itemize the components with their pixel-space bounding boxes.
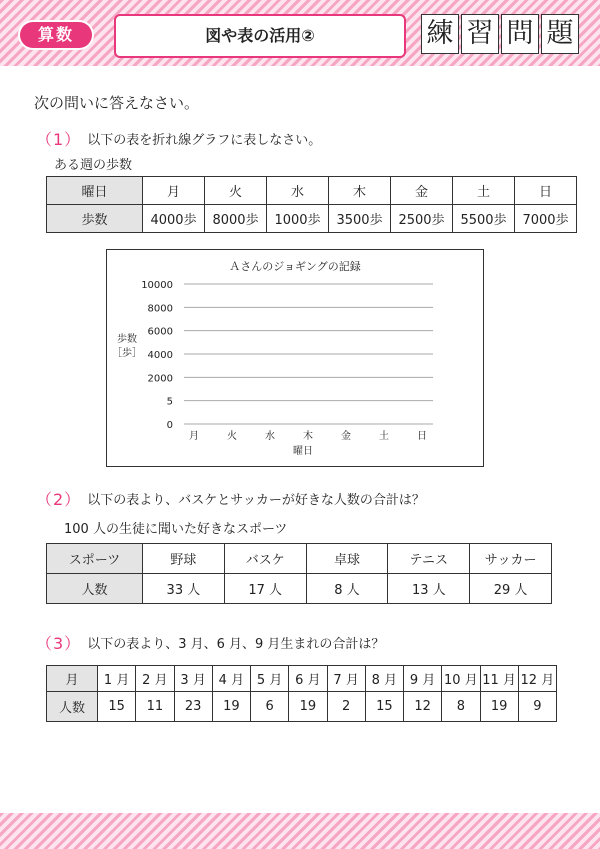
y-tick-label: 0 — [166, 420, 173, 431]
birth-month-table-count: 12 — [404, 692, 442, 722]
q2-table-caption: 100 人の生徒に聞いた好きなスポーツ — [64, 522, 288, 537]
steps-table-day: 火 — [205, 177, 267, 205]
birth-month-table-month: 3 月 — [174, 666, 212, 692]
steps-table-header: 歩数 — [47, 205, 143, 233]
birth-month-table-month: 2 月 — [136, 666, 174, 692]
steps-table-header: 曜日 — [47, 177, 143, 205]
question-1-text: 以下の表を折れ線グラフに表しなさい。 — [87, 133, 322, 148]
birth-month-table-count: 9 — [518, 692, 556, 722]
sports-table-sport: 卓球 — [306, 544, 388, 574]
birth-month-table-count: 19 — [289, 692, 327, 722]
birth-month-table-header: 月 — [47, 666, 98, 692]
sports-table — [46, 543, 552, 604]
question-2 — [36, 487, 425, 510]
y-axis-label: 歩数 — [117, 334, 137, 345]
steps-table-day: 水 — [267, 177, 329, 205]
steps-table-value: 5500歩 — [453, 205, 515, 233]
birth-month-table-count: 2 — [327, 692, 365, 722]
birth-month-table-month: 11 月 — [480, 666, 518, 692]
sports-table-count: 13 人 — [388, 574, 470, 604]
birth-month-table-month: 4 月 — [212, 666, 250, 692]
steps-table-day: 木 — [329, 177, 391, 205]
x-tick-label: 月 — [189, 431, 199, 442]
chart-title: Ａさんのジョギングの記録 — [229, 260, 361, 273]
x-tick-label: 金 — [341, 431, 351, 442]
birth-month-table-count: 19 — [212, 692, 250, 722]
steps-table-value: 4000歩 — [143, 205, 205, 233]
x-tick-label: 火 — [227, 431, 237, 442]
sports-table-sport: サッカー — [470, 544, 552, 574]
y-tick-label: 8000 — [147, 303, 173, 315]
birth-month-table-month: 6 月 — [289, 666, 327, 692]
birth-month-table-count: 15 — [98, 692, 136, 722]
y-axis-label: ［歩］ — [112, 348, 142, 359]
question-3-text: 以下の表より、3 月、6 月、9 月生まれの合計は？ — [87, 637, 385, 652]
drill-label — [421, 14, 579, 54]
birth-month-table-month: 9 月 — [404, 666, 442, 692]
steps-table-value: 1000歩 — [267, 205, 329, 233]
birth-month-table-count: 23 — [174, 692, 212, 722]
question-3-number: （3） — [36, 634, 82, 653]
drill-label-char: 問 — [501, 14, 539, 54]
x-tick-label: 水 — [265, 431, 275, 442]
sports-table-header: 人数 — [47, 574, 143, 604]
steps-table-value: 2500歩 — [391, 205, 453, 233]
drill-label-char: 習 — [461, 14, 499, 54]
birth-month-table-month: 5 月 — [251, 666, 289, 692]
sports-table-sport: 野球 — [143, 544, 225, 574]
question-1 — [36, 127, 321, 150]
line-chart-frame — [106, 249, 484, 467]
sports-table-sport: テニス — [388, 544, 470, 574]
drill-label-char: 題 — [541, 14, 579, 54]
sports-table-count: 17 人 — [224, 574, 306, 604]
steps-table-day: 金 — [391, 177, 453, 205]
y-tick-label: 5 — [166, 396, 173, 408]
sports-table-count: 29 人 — [470, 574, 552, 604]
y-tick-label: 2000 — [147, 373, 173, 385]
birth-month-table — [46, 665, 557, 722]
steps-table-day: 日 — [515, 177, 577, 205]
sports-table-sport: バスケ — [224, 544, 306, 574]
q1-table-caption: ある週の歩数 — [54, 158, 133, 173]
birth-month-table-month: 7 月 — [327, 666, 365, 692]
question-2-text: 以下の表より、バスケとサッカーが好きな人数の合計は？ — [87, 493, 425, 508]
line-chart — [107, 250, 483, 466]
birth-month-table-month: 12 月 — [518, 666, 556, 692]
birth-month-table-count: 6 — [251, 692, 289, 722]
birth-month-table-header: 人数 — [47, 692, 98, 722]
question-2-number: （2） — [36, 490, 82, 509]
sports-table-count: 8 人 — [306, 574, 388, 604]
y-tick-label: 6000 — [147, 326, 173, 338]
sports-table-count: 33 人 — [143, 574, 225, 604]
x-tick-label: 日 — [417, 431, 427, 442]
worksheet-title: 図や表の活用② — [114, 14, 406, 58]
birth-month-table-count: 19 — [480, 692, 518, 722]
steps-table-day: 月 — [143, 177, 205, 205]
x-tick-label: 土 — [379, 431, 389, 442]
y-tick-label: 4000 — [147, 350, 173, 361]
x-axis-label: 曜日 — [293, 446, 313, 457]
steps-table — [46, 176, 577, 233]
birth-month-table-month: 10 月 — [442, 666, 480, 692]
birth-month-table-count: 11 — [136, 692, 174, 722]
question-1-number: （1） — [36, 130, 82, 149]
steps-table-day: 土 — [453, 177, 515, 205]
sports-table-header: スポーツ — [47, 544, 143, 574]
footer-stripe-band — [0, 813, 600, 849]
birth-month-table-count: 15 — [365, 692, 403, 722]
drill-label-char: 練 — [421, 14, 459, 54]
x-tick-label: 木 — [303, 431, 313, 442]
question-3 — [36, 631, 384, 654]
steps-table-value: 7000歩 — [515, 205, 577, 233]
steps-table-value: 8000歩 — [205, 205, 267, 233]
steps-table-value: 3500歩 — [329, 205, 391, 233]
instruction-text: 次の問いに答えなさい。 — [34, 94, 200, 112]
birth-month-table-month: 8 月 — [365, 666, 403, 692]
birth-month-table-month: 1 月 — [98, 666, 136, 692]
y-tick-label: 10000 — [141, 280, 173, 291]
birth-month-table-count: 8 — [442, 692, 480, 722]
subject-badge: 算数 — [20, 22, 92, 48]
